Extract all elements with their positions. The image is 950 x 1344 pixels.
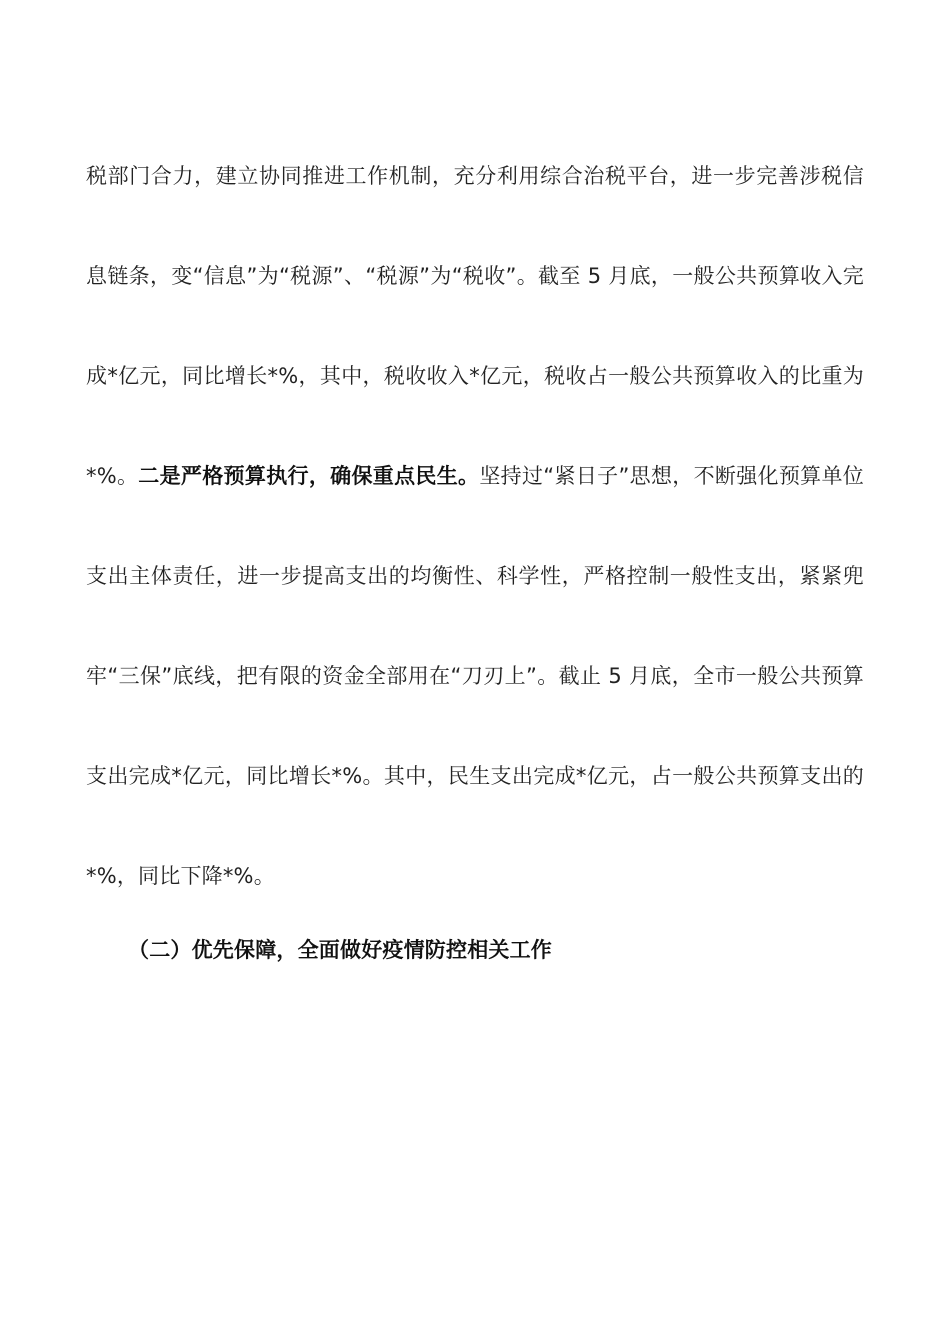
paragraph-text-part1: 税部门合力，建立协同推进工作机制，充分利用综合治税平台，进一步完善涉税信息链条，变“信息”为“税源”、“税源”为“税收”。截至 5 月底，一般公共预算收入完成*亿元，同比增长*%，其中，税收收入*亿元，税收占一般公共预算收入的比重为*%。: [86, 164, 864, 488]
paragraph-bold-heading: 二是严格预算执行，确保重点民生。: [138, 464, 480, 488]
section-heading: （二）优先保障，全面做好疫情防控相关工作: [128, 938, 552, 962]
body-paragraph: [86, 126, 864, 926]
paragraph-text-part2: 坚持过“紧日子”思想，不断强化预算单位支出主体责任，进一步提高支出的均衡性、科学性，严格控制一般性支出，紧紧兜牢“三保”底线，把有限的资金全部用在“刀刃上”。截止 5 月底，全市一般公共预算支出完成*亿元，同比增长*%。其中，民生支出完成*亿元，占一般公共预算支出的*%，同比下降*%。: [86, 464, 865, 888]
